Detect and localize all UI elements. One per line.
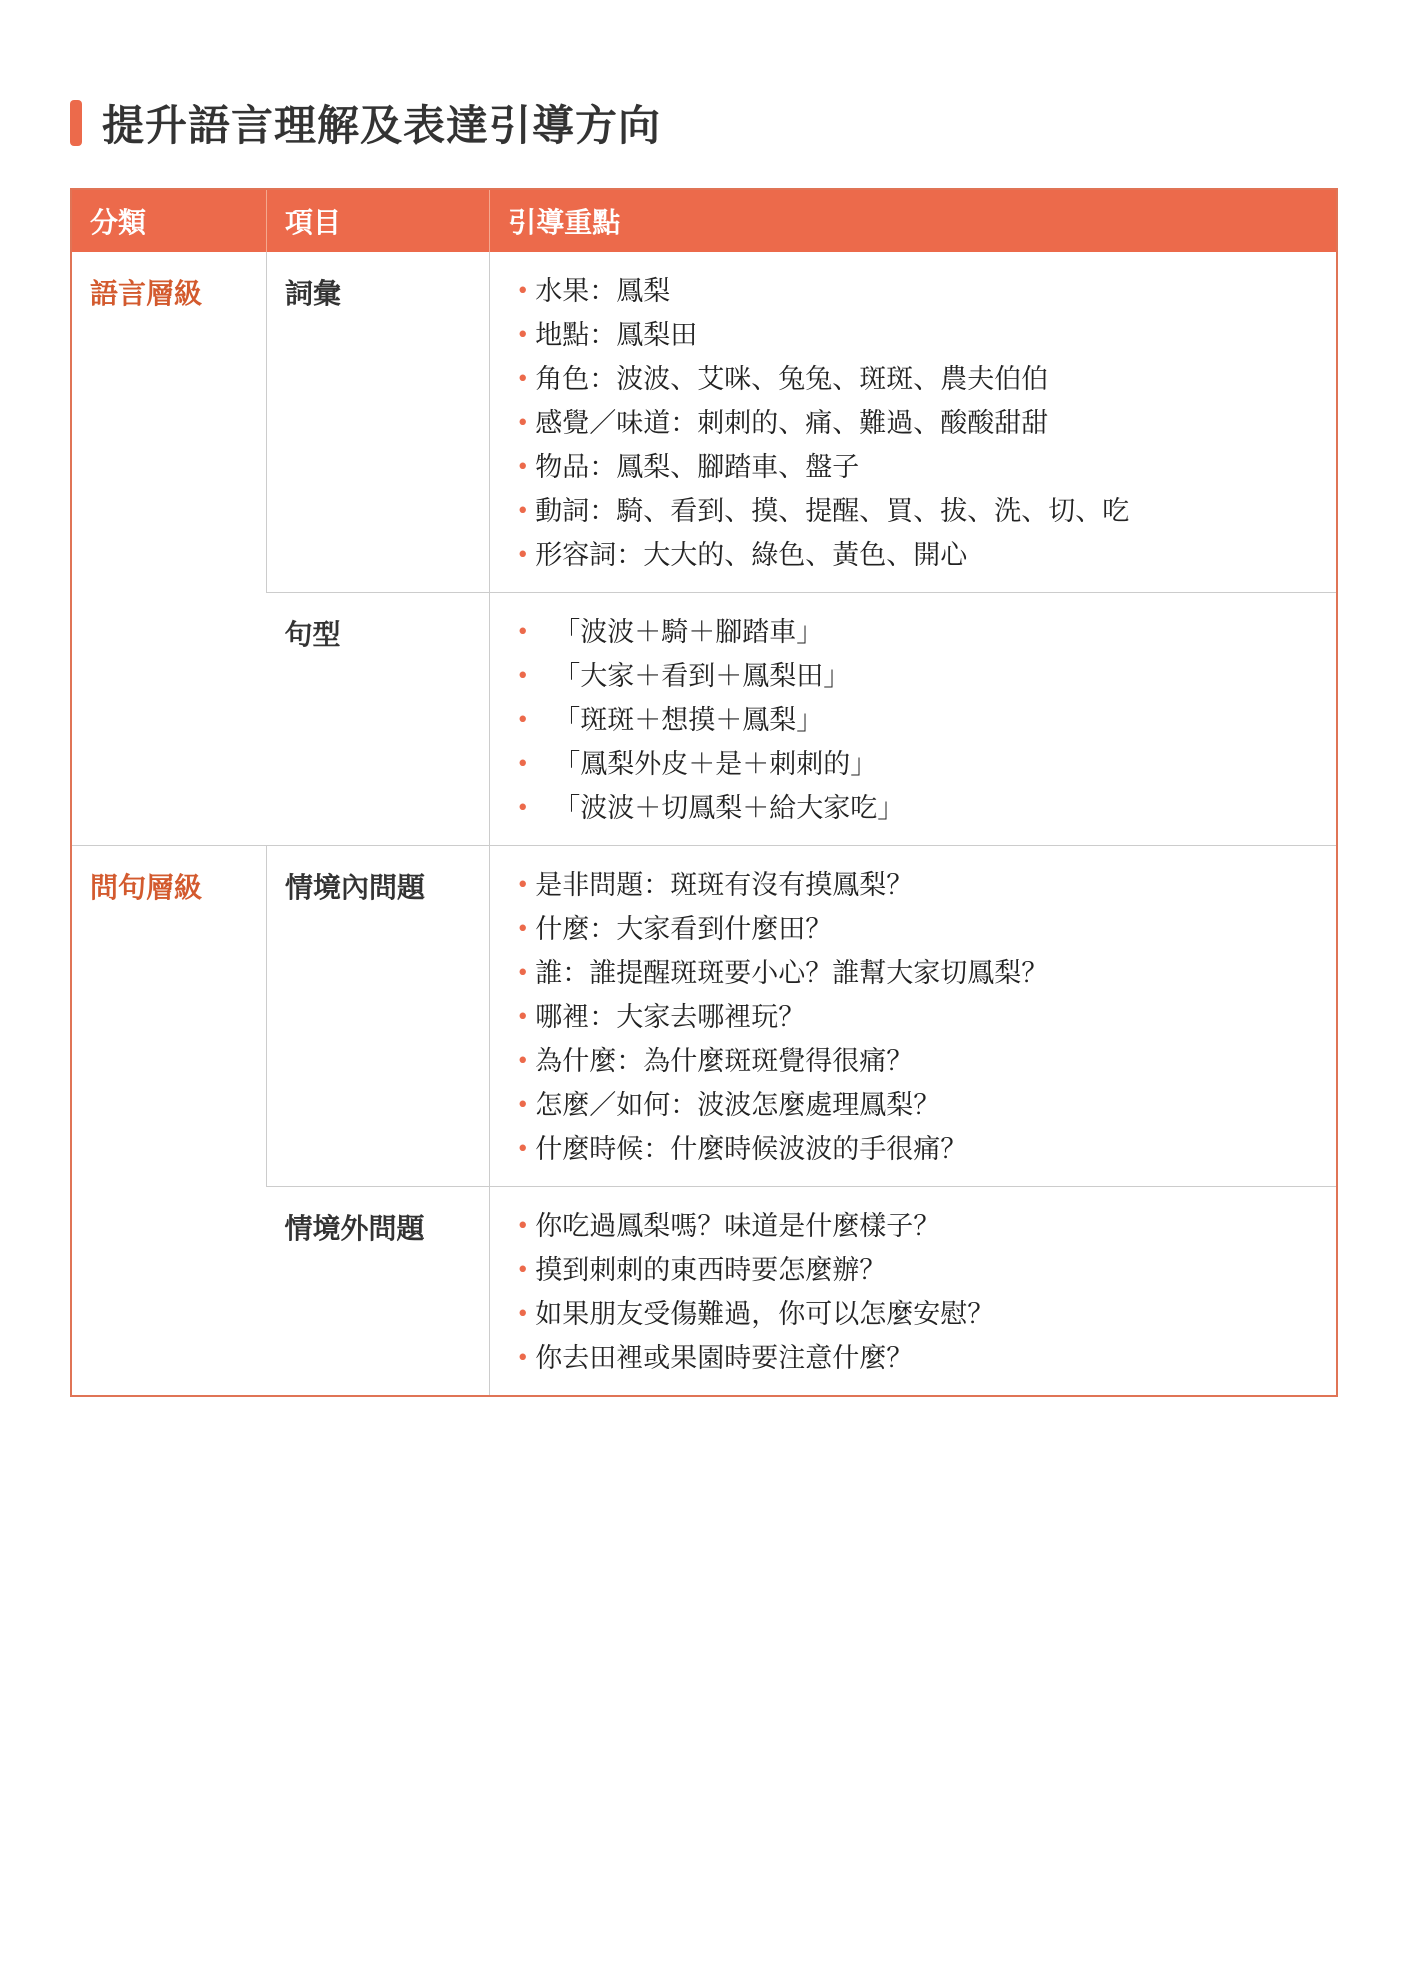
point-text: 你吃過鳳梨嗎？味道是什麼樣子？ [535, 1211, 941, 1242]
bullet-icon: • [516, 664, 530, 689]
bullet-icon: • [516, 873, 530, 898]
list-item [516, 1084, 1318, 1128]
point-text: 「大家＋看到＋鳳梨田」 [553, 661, 851, 692]
point-text: 哪裡：大家去哪裡玩？ [535, 1002, 806, 1033]
point-text: 「斑斑＋想摸＋鳳梨」 [553, 705, 824, 736]
page-title: 提升語言理解及表達引導方向 [102, 101, 662, 150]
list-item [516, 952, 1318, 996]
point-text: 地點：鳳梨田 [535, 320, 698, 351]
point-text: 形容詞：大大的、綠色、黃色、開心 [535, 540, 968, 571]
point-text: 「鳳梨外皮＋是＋刺刺的」 [553, 749, 878, 780]
bullet-icon: • [516, 543, 530, 568]
table-row [71, 846, 1337, 1187]
list-item [516, 1040, 1318, 1084]
list-item [516, 743, 1318, 787]
bullet-icon: • [516, 917, 530, 942]
title-block [70, 98, 661, 148]
table-body [71, 252, 1337, 1396]
list-item [516, 1293, 1318, 1337]
bullet-icon: • [516, 961, 530, 986]
list-item [516, 699, 1318, 743]
points-list [516, 864, 1318, 1172]
list-item [516, 996, 1318, 1040]
point-text: 物品：鳳梨、腳踏車、盤子 [535, 452, 860, 483]
bullet-icon: • [516, 367, 530, 392]
point-text: 什麼時候：什麼時候波波的手很痛？ [535, 1134, 968, 1165]
category-cell: 問句層級 [90, 871, 203, 904]
bullet-icon: • [516, 1302, 530, 1327]
points-cell [490, 846, 1337, 1187]
list-item [516, 864, 1318, 908]
points-list [516, 270, 1318, 578]
list-item [516, 1249, 1318, 1293]
bullet-icon: • [516, 279, 530, 304]
point-text: 「波波＋切鳳梨＋給大家吃」 [553, 793, 905, 824]
point-text: 為什麼：為什麼斑斑覺得很痛？ [535, 1046, 914, 1077]
table-header-row [71, 189, 1337, 252]
list-item [516, 402, 1318, 446]
table-row [71, 252, 1337, 593]
list-item [516, 908, 1318, 952]
header-points: 引導重點 [490, 189, 1337, 252]
list-item [516, 490, 1318, 534]
guidance-table [70, 188, 1338, 1397]
bullet-icon: • [516, 1258, 530, 1283]
point-text: 「波波＋騎＋腳踏車」 [553, 617, 824, 648]
bullet-icon: • [516, 411, 530, 436]
list-item [516, 1337, 1318, 1381]
bullet-icon: • [516, 1093, 530, 1118]
point-text: 誰：誰提醒斑斑要小心？誰幫大家切鳳梨？ [535, 958, 1049, 989]
bullet-icon: • [516, 323, 530, 348]
list-item [516, 270, 1318, 314]
point-text: 怎麼／如何：波波怎麼處理鳳梨？ [535, 1090, 941, 1121]
points-cell [490, 593, 1337, 846]
item-cell: 情境內問題 [266, 846, 489, 1187]
bullet-icon: • [516, 1137, 530, 1162]
list-item [516, 611, 1318, 655]
list-item [516, 534, 1318, 578]
list-item [516, 1128, 1318, 1172]
title-accent-bar [70, 100, 82, 146]
bullet-icon: • [516, 620, 530, 645]
bullet-icon: • [516, 1005, 530, 1030]
bullet-icon: • [516, 455, 530, 480]
points-cell [490, 1187, 1337, 1397]
item-cell: 詞彙 [266, 252, 489, 593]
bullet-icon: • [516, 796, 530, 821]
list-item [516, 314, 1318, 358]
bullet-icon: • [516, 1346, 530, 1371]
point-text: 水果：鳳梨 [535, 276, 671, 307]
list-item [516, 446, 1318, 490]
header-item: 項目 [266, 189, 489, 252]
bullet-icon: • [516, 1214, 530, 1239]
point-text: 你去田裡或果園時要注意什麼？ [535, 1343, 914, 1374]
list-item [516, 787, 1318, 831]
point-text: 是非問題：斑斑有沒有摸鳳梨？ [535, 870, 914, 901]
point-text: 什麼：大家看到什麼田？ [535, 914, 833, 945]
points-list [516, 1205, 1318, 1381]
bullet-icon: • [516, 1049, 530, 1074]
point-text: 角色：波波、艾咪、兔兔、斑斑、農夫伯伯 [535, 364, 1049, 395]
points-cell [490, 252, 1337, 593]
points-list [516, 611, 1318, 831]
category-cell: 語言層級 [71, 252, 266, 846]
point-text: 摸到刺刺的東西時要怎麼辦？ [535, 1255, 887, 1286]
list-item [516, 655, 1318, 699]
bullet-icon: • [516, 752, 530, 777]
item-cell: 情境外問題 [284, 1212, 425, 1245]
point-text: 動詞：騎、看到、摸、提醒、買、拔、洗、切、吃 [535, 496, 1130, 527]
point-text: 如果朋友受傷難過，你可以怎麼安慰？ [535, 1299, 995, 1330]
list-item [516, 358, 1318, 402]
bullet-icon: • [516, 499, 530, 524]
bullet-icon: • [516, 708, 530, 733]
point-text: 感覺／味道：刺刺的、痛、難過、酸酸甜甜 [535, 408, 1049, 439]
list-item [516, 1205, 1318, 1249]
item-cell: 句型 [266, 593, 489, 846]
header-category: 分類 [71, 189, 266, 252]
